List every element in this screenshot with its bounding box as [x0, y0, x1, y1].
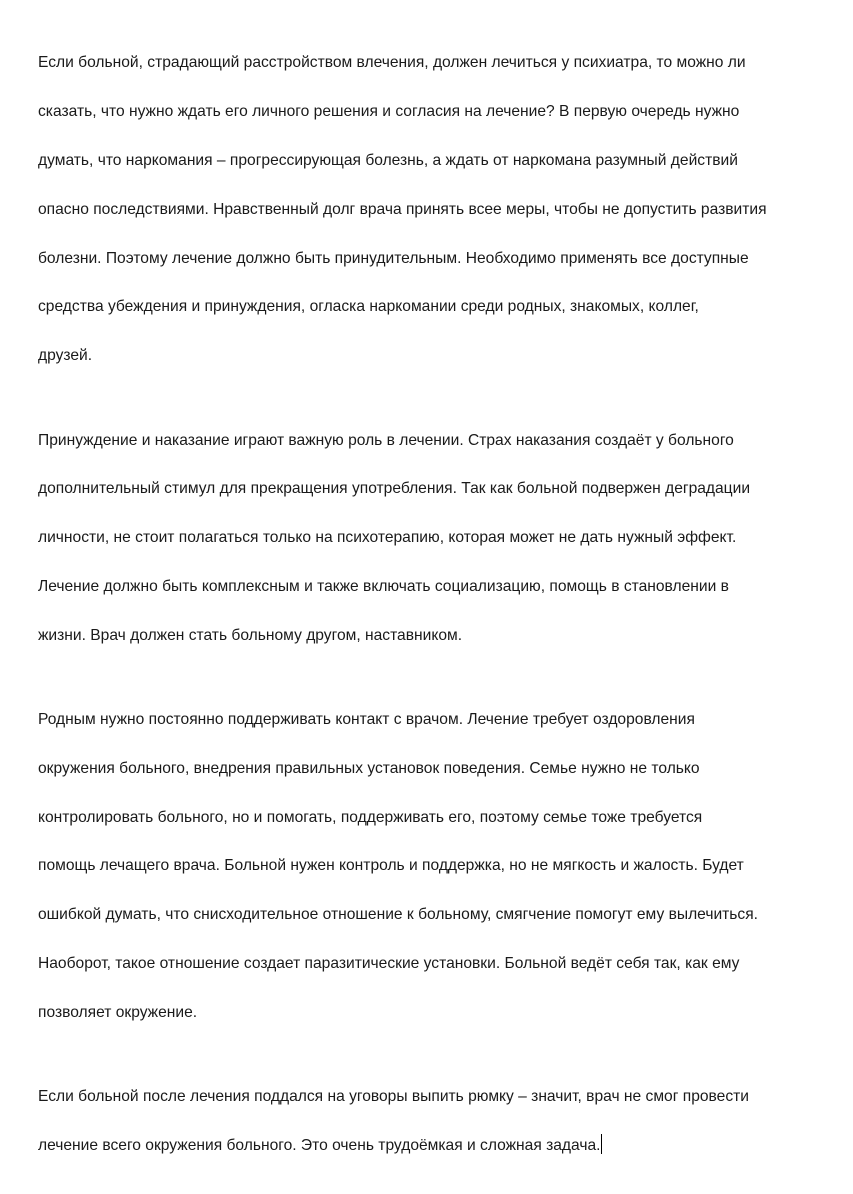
paragraph-4[interactable]	[38, 1061, 820, 1183]
document-body[interactable]	[38, 27, 820, 1194]
text-line[interactable]: Если больной, страдающий расстройством влечения, должен лечиться у психиатра, то можно ли	[38, 54, 746, 72]
text-line[interactable]: лечение всего окружения больного. Это очень трудоёмкая и сложная задача.	[38, 1136, 601, 1154]
text-line[interactable]: друзей.	[38, 347, 93, 365]
text-line[interactable]: контролировать больного, но и помогать, поддерживать его, поэтому семье тоже требуется	[38, 808, 703, 826]
text-line-with-cursor[interactable]	[38, 1134, 820, 1158]
text-line[interactable]: Родным нужно постоянно поддерживать контакт с врачом. Лечение требует оздоровления	[38, 710, 695, 728]
text-cursor	[601, 1134, 602, 1154]
text-line[interactable]: думать, что наркомания – прогрессирующая болезнь, а ждать от наркомана разумный действий	[38, 152, 738, 170]
text-line[interactable]: сказать, что нужно ждать его личного решения и согласия на лечение? В первую очередь нужно	[38, 103, 740, 121]
text-line[interactable]: Лечение должно быть комплексным и также включать социализацию, помощь в становлении в	[38, 577, 729, 595]
text-line[interactable]: окружения больного, внедрения правильных установок поведения. Семье нужно не только	[38, 759, 700, 777]
text-line[interactable]: Если больной после лечения поддался на уговоры выпить рюмку – значит, врач не смог провести	[38, 1088, 749, 1106]
text-line[interactable]: болезни. Поэтому лечение должно быть принудительным. Необходимо применять все доступные	[38, 249, 749, 267]
text-line[interactable]: средства убеждения и принуждения, огласка наркомании среди родных, знакомых, коллег,	[38, 298, 699, 316]
paragraph-1[interactable]	[38, 27, 820, 393]
text-line[interactable]: опасно последствиями. Нравственный долг врача принять всее меры, чтобы не допустить развития	[38, 200, 767, 218]
text-line[interactable]: ошибкой думать, что снисходительное отношение к больному, смягчение помогут ему вылечиться.	[38, 906, 758, 924]
text-line[interactable]: личности, не стоит полагаться только на психотерапию, которая может не дать нужный эффект.	[38, 529, 737, 547]
paragraph-3[interactable]	[38, 684, 820, 1050]
text-line[interactable]: позволяет окружение.	[38, 1003, 198, 1021]
paragraph-2[interactable]	[38, 404, 820, 672]
text-line[interactable]: Наоборот, такое отношение создает паразитические установки. Больной ведёт себя так, как ему	[38, 955, 740, 973]
text-line[interactable]: дополнительный стимул для прекращения употребления. Так как больной подвержен деградации	[38, 480, 751, 498]
text-line[interactable]: Принуждение и наказание играют важную роль в лечении. Страх наказания создаёт у больного	[38, 431, 734, 449]
text-line[interactable]: жизни. Врач должен стать больному другом, наставником.	[38, 626, 463, 644]
text-line[interactable]: помощь лечащего врача. Больной нужен контроль и поддержка, но не мягкость и жалость. Будет	[38, 857, 744, 875]
